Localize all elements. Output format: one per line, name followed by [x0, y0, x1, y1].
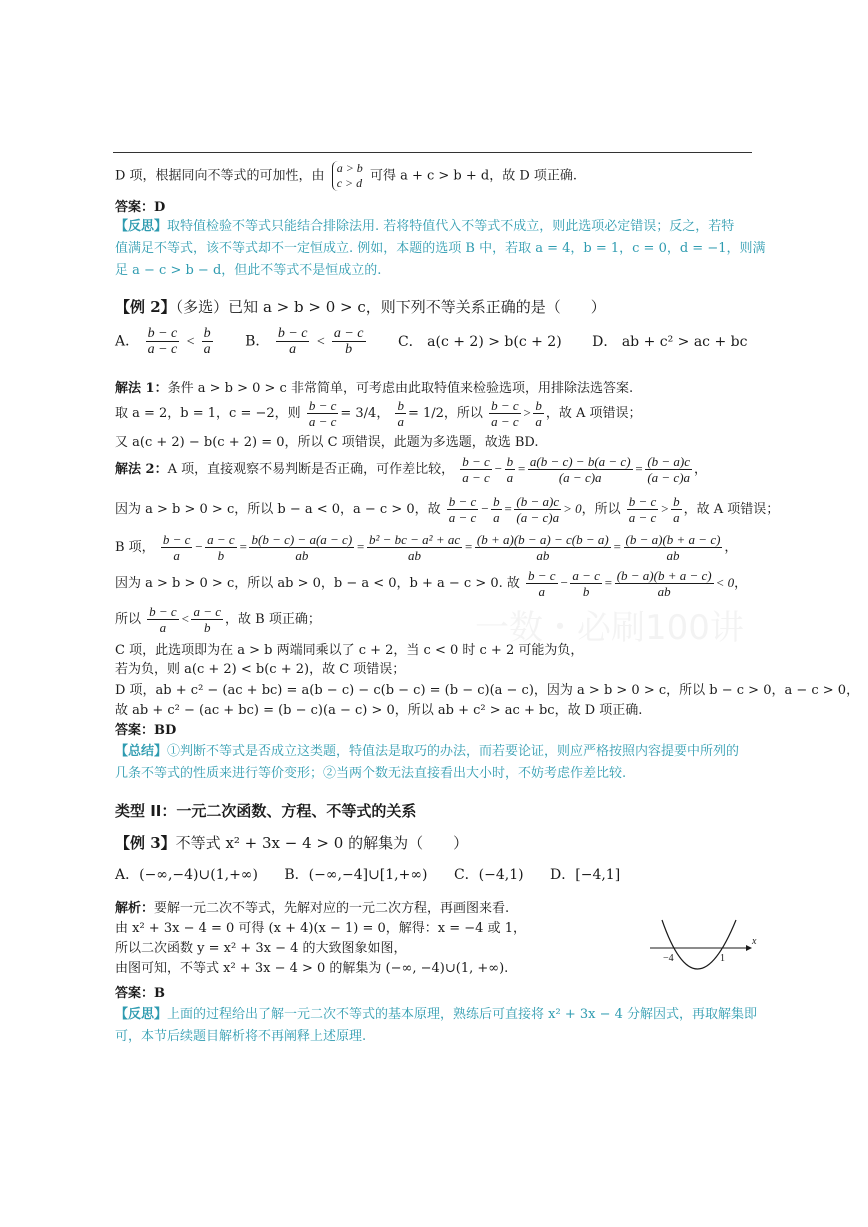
fraction-value: = 3/4	[340, 406, 377, 421]
reflection-3-text: 上面的过程给出了解一元二次不等式的基本原理，熟练后可直接将 x² + 3x − 4 分解因式，再取解集即	[167, 1007, 758, 1022]
denominator: a	[289, 342, 297, 357]
connector: ，所以	[443, 406, 483, 421]
because-2-text: 因为 a > b > 0 > c，所以 ab > 0，b − a < 0，b + a − c > 0. 故	[115, 576, 520, 591]
d-item-line-1: D 项，ab + c² − (ac + bc) = a(b − c) − c(b − c) = (b − c)(a − c)，因为 a > b > 0 > c，所以 b − c > 0，a − c > 0，	[115, 683, 860, 698]
answer-2: 答案：BD	[115, 723, 177, 738]
denominator: b	[345, 342, 353, 357]
reflection-line-3: 足 a − c > b − d，但此不等式不是恒成立的.	[115, 263, 382, 278]
summary-line-2: 几条不等式的性质来进行等价变形；②当两个数无法直接看出大小时，不妨考虑作差比较.	[115, 766, 627, 781]
denominator: a	[506, 470, 514, 485]
fraction	[276, 326, 310, 357]
example-3-stem	[115, 834, 468, 852]
numerator: (b − a)(b + a − c)	[616, 568, 712, 583]
denominator: a	[535, 414, 542, 429]
summary-line-1	[115, 743, 739, 761]
numerator: b − c	[628, 494, 657, 509]
fraction-value: = 1/2	[407, 406, 444, 421]
numerator: b − c	[528, 568, 556, 583]
fraction	[505, 454, 516, 485]
numerator: b	[535, 398, 542, 413]
fraction	[191, 604, 223, 635]
numerator: b(b − c) − a(a − c)	[251, 532, 353, 547]
denominator: a	[159, 620, 167, 635]
option-c: C． a(c + 2) > b(c + 2)	[397, 333, 562, 350]
fraction	[615, 568, 714, 599]
fraction	[489, 398, 521, 429]
denominator: a	[203, 342, 211, 357]
denominator: a − c	[628, 510, 657, 525]
method-2-text: A 项，直接观察不易判断是否正确，可作差比较，	[167, 462, 455, 477]
denominator: ab	[657, 584, 671, 599]
denominator: (a − c)a	[647, 470, 691, 485]
fraction	[528, 454, 633, 485]
option-b-label: B．	[245, 333, 270, 350]
numerator: b	[506, 454, 514, 469]
fraction	[491, 494, 502, 525]
c-item-line-2: 若为负，则 a(c + 2) < b(c + 2)，故 C 项错误；	[115, 662, 406, 677]
denominator: a − c	[462, 470, 490, 485]
numerator: a − c	[572, 568, 600, 583]
numerator: b − c	[448, 494, 477, 509]
reflection-text-1: 取特值检验不等式只能结合排除法用. 若将特值代入不等式不成立，则此选项必定错误；反之，若特	[167, 219, 735, 234]
solution-line-1	[115, 900, 509, 918]
reflection-tag: 【反思】	[115, 219, 168, 234]
numerator: b − c	[162, 532, 191, 547]
numerator: b − c	[491, 398, 519, 413]
separator: ，	[376, 406, 390, 421]
method-1-text: 条件 a > b > 0 > c 非常简单，可考虑由此取特值来检验选项，用排除法选答案.	[167, 381, 634, 396]
numerator: a − c	[207, 532, 235, 547]
method-2-line-1: 解法 2：A 项，直接观察不易判断是否正确，可作差比较， $\frac{b - c}{a - c}$ − $\frac{b}{a}$ = $\frac{a(b - c) - b(a - c)}{(a - c)a}$ = $\frac{(b - a)c}{(a - c)a}$ ，	[115, 454, 708, 485]
fraction	[367, 532, 462, 563]
fraction	[570, 568, 602, 599]
denominator: a − c	[448, 510, 477, 525]
numerator: (b − a)c	[516, 494, 560, 509]
b-item-label: B 项，	[115, 540, 155, 555]
denominator: a	[538, 584, 546, 599]
numerator: b − c	[277, 326, 308, 341]
denominator: ab	[408, 548, 422, 563]
reflection-3-line-1	[115, 1006, 757, 1024]
numerator: b	[203, 326, 211, 341]
numerator: a − c	[333, 326, 364, 341]
answer-3: 答案：B	[115, 986, 165, 1001]
conclusion: ，故 A 项错误；	[545, 406, 642, 421]
fraction	[161, 532, 193, 563]
fraction	[146, 326, 180, 357]
example-3-options	[115, 866, 620, 884]
method-1-line-1	[115, 380, 633, 398]
because-line-2: 因为 a > b > 0 > c，所以 ab > 0，b − a < 0，b + a − c > 0. 故 $\frac{b - c}{a}$ − $\frac{a - c}{b}$ = $\frac{(b - a)(b + a - c)}{ab}$ < 0，	[115, 568, 748, 599]
b-item-line: B 项， $\frac{b - c}{a}$ − $\frac{a - c}{b}$ = $\frac{b(b - c) - a(a - c)}{ab}$ = $\frac{\text{b² − bc − a² + ac}}{ab}$ = $\frac{(b + a)(b - a) - c(b - a)}{ab}$ = $\frac{(b - a)(b + a - c)}{ab}$ ，	[115, 532, 738, 563]
fraction	[447, 494, 479, 525]
method-1-tag: 解法 1：	[115, 381, 168, 396]
d-item-pre: D 项，根据同向不等式的可加性，由	[115, 168, 325, 184]
numerator: a(b − c) − b(a − c)	[529, 454, 631, 469]
reflection-line-1	[115, 218, 734, 236]
fraction	[307, 398, 339, 429]
method-1-line-3: 又 a(c + 2) − b(c + 2) = 0，所以 C 项错误，此题为多选题，故选 BD.	[115, 435, 539, 450]
so-b-line: 所以 $\frac{b - c}{a}$ < $\frac{a - c}{b}$ ，故 B 项正确；	[115, 604, 321, 635]
fraction	[533, 398, 544, 429]
solution-line-3: 所以二次函数 y = x² + 3x − 4 的大致图象如图，	[115, 941, 407, 956]
solution-text-1: 要解一元二次不等式，先解对应的一元二次方程，再画图来看.	[154, 901, 510, 916]
fraction	[624, 532, 723, 563]
d-item-post: 可得 a + c > b + d，故 D 项正确.	[369, 168, 578, 184]
numerator: b − c	[149, 604, 177, 619]
denominator: a − c	[491, 414, 519, 429]
numerator: (b − a)c	[647, 454, 691, 469]
solution-line-2: 由 x² + 3x − 4 = 0 可得 (x + 4)(x − 1) = 0，解得：x = −4 或 1，	[115, 921, 526, 936]
method-2-tag: 解法 2：	[115, 462, 168, 477]
fraction	[205, 532, 237, 563]
denominator: b	[204, 620, 211, 635]
numerator: b − c	[462, 454, 490, 469]
numerator: b² − bc − a² + ac	[368, 532, 461, 547]
numerator: b	[673, 494, 680, 509]
denominator: a	[173, 548, 180, 563]
system-row-2: c > d	[336, 176, 363, 190]
fraction	[249, 532, 354, 563]
method-1-line-2	[115, 398, 642, 434]
numerator: b − c	[308, 398, 337, 413]
system-row-1: a > b	[336, 161, 363, 175]
denominator: (a − c)a	[558, 470, 602, 485]
option-b: B．(−∞,−4]∪[1,+∞)	[284, 867, 428, 883]
fraction	[514, 494, 561, 525]
example-2-text: （多选）已知 a > b > 0 > c，则下列不等关系正确的是（ ）	[175, 298, 606, 316]
denominator: ab	[295, 548, 309, 563]
example-3-text: 不等式 x² + 3x − 4 > 0 的解集为（ ）	[175, 834, 469, 852]
d-item-line	[115, 161, 577, 191]
root-label-left: −4	[663, 953, 674, 964]
d-item-line-2: 故 ab + c² − (ac + bc) = (b − c)(a − c) > 0，所以 ab + c² > ac + bc，故 D 项正确.	[115, 703, 643, 718]
denominator: b	[217, 548, 225, 563]
option-d: D．[−4,1]	[550, 867, 621, 883]
fraction	[202, 326, 213, 357]
denominator: ab	[666, 548, 680, 563]
denominator: a	[493, 510, 500, 525]
root-label-right: 1	[720, 953, 725, 964]
fraction	[645, 454, 692, 485]
denominator: a − c	[308, 414, 337, 429]
solution-tag: 解析：	[115, 901, 155, 916]
option-a: A． $\frac{b - c}{a - c}$ < $\frac{b}{a}$	[115, 326, 211, 357]
denominator: a	[397, 414, 404, 429]
fraction	[147, 604, 179, 635]
c-item-line-1: C 项，此选项即为在 a > b 两端同乘以了 c + 2，当 c < 0 时 c + 2 可能为负，	[115, 643, 584, 658]
because-mid: ，所以	[581, 502, 621, 517]
because-end: ，故 A 项错误；	[683, 502, 780, 517]
numerator: (b + a)(b − a) − c(b − a)	[476, 532, 609, 547]
example-2-options	[115, 326, 747, 366]
fraction	[395, 398, 406, 429]
option-d: D． ab + c² > ac + bc	[592, 333, 748, 350]
reflection-line-2: 值满足不等式，该不等式却不一定恒成立. 例如，本题的选项 B 中，若取 a = 4，b = 1，c = 0，d = −1，则满	[115, 241, 766, 256]
fraction	[460, 454, 492, 485]
option-c: C．(−4,1)	[453, 867, 524, 883]
denominator: a − c	[147, 342, 178, 357]
example-2-stem	[115, 298, 606, 316]
method-1-text-2: 取 a = 2，b = 1，c = −2，则	[115, 406, 301, 421]
example-3-label: 【例 3】	[115, 834, 176, 852]
fraction	[526, 568, 558, 599]
numerator: a − c	[193, 604, 222, 619]
parabola-graph	[648, 918, 756, 978]
numerator: b	[493, 494, 500, 509]
so-b-post: ，故 B 项正确；	[225, 612, 321, 627]
summary-tag: 【总结】	[115, 744, 168, 759]
denominator: a	[673, 510, 680, 525]
fraction	[475, 532, 611, 563]
summary-text-1: ①判断不等式是否成立这类题，特值法是取巧的办法，而若要论证，则应严格按照内容提要中所列的	[167, 744, 740, 759]
answer-1: 答案：D	[115, 200, 166, 215]
relation: >	[522, 405, 532, 420]
option-a-label: A．	[115, 333, 140, 350]
because-line-1: 因为 a > b > 0 > c，所以 b − a < 0，a − c > 0，故 $\frac{b - c}{a - c}$ − $\frac{b}{a}$ = $\frac{(b - a)c}{(a - c)a}$ > 0，所以 $\frac{b - c}{a - c}$ > $\frac{b}{a}$ ，故 A 项错误；	[115, 494, 780, 525]
denominator: (a − c)a	[516, 510, 560, 525]
option-b: B． $\frac{b - c}{a}$ < $\frac{a - c}{b}$	[245, 326, 364, 357]
fraction	[671, 494, 682, 525]
reflection-3-tag: 【反思】	[115, 1007, 168, 1022]
numerator: b	[397, 398, 404, 413]
because-text: 因为 a > b > 0 > c，所以 b − a < 0，a − c > 0，故	[115, 502, 441, 517]
fraction	[332, 326, 366, 357]
solution-line-4: 由图可知，不等式 x² + 3x − 4 > 0 的解集为 (−∞, −4)∪(1, +∞).	[115, 961, 509, 976]
reflection-3-line-2: 可，本节后续题目解析将不再阐释上述原理.	[115, 1029, 367, 1044]
axis-label-x: x	[752, 936, 757, 947]
denominator: ab	[536, 548, 550, 563]
section-heading: 类型 II：一元二次函数、方程、不等式的关系	[115, 802, 417, 820]
condition-system	[332, 161, 363, 191]
numerator: (b − a)(b + a − c)	[625, 532, 721, 547]
so-b-pre: 所以	[115, 612, 142, 627]
numerator: b − c	[147, 326, 178, 341]
denominator: b	[582, 584, 590, 599]
watermark: 一数・必刷100讲	[475, 608, 744, 648]
example-2-label: 【例 2】	[115, 298, 176, 316]
option-a: A．(−∞,−4)∪(1,+∞)	[115, 867, 258, 883]
header-rule	[113, 152, 752, 153]
fraction	[627, 494, 659, 525]
